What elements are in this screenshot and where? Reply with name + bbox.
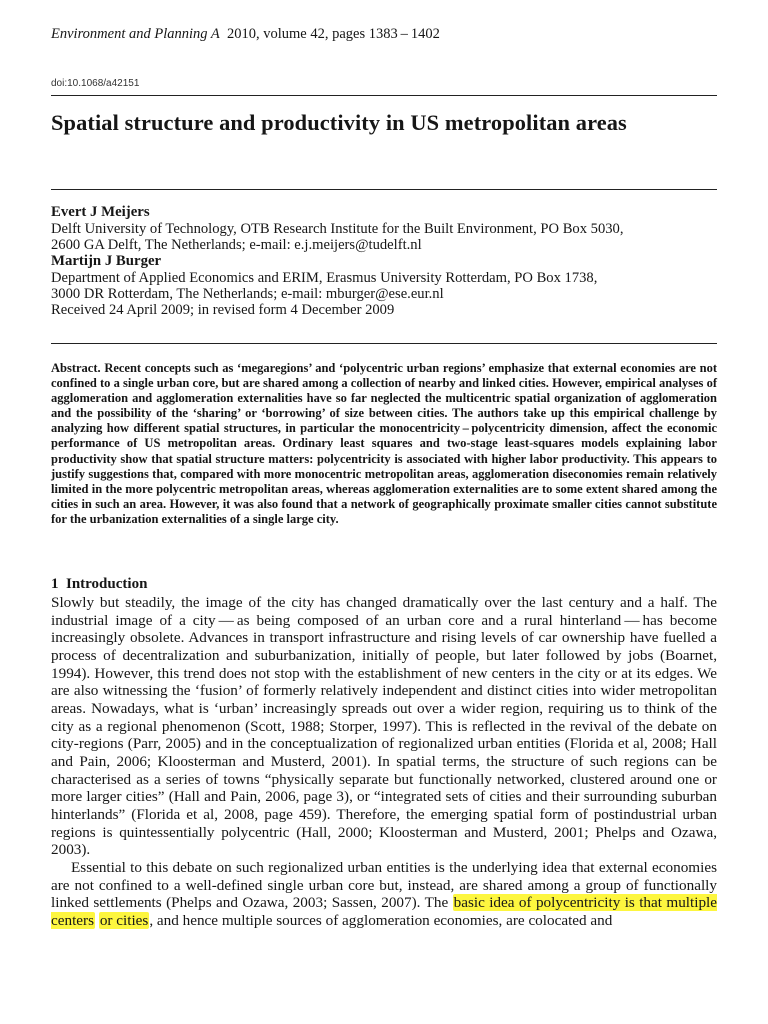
abstract-text: Recent concepts such as ‘megaregions’ and ‘polycentric urban regions’ emphasize that external economies are not confined to a single urban core, but are shared among a collection of nearby and linked cities. However, empirical analyses of agglomeration and agglomeration externalities have so far neglected the multicentric spatial organization of agglomeration and the possibility of the ‘sharing’ or ‘borrowing’ of size between cities. The authors take up this empirical challenge by analyzing how different spatial structures, in particular the monocentricity – polycentricity dimension, affect the economic performance of US metropolitan areas. Ordinary least squares and two-stage least-squares models explaining labor productivity show that spatial structure matters: polycentricity is associated with higher labor productivity. This appears to justify suggestions that, compared with more monocentric metropolitan areas, agglomeration diseconomies remain relatively limited in the more polycentric metropolitan areas, whereas agglomeration externalities are to some extent shared among the cities in such an area. However, it was also found that a network of geographically proximate smaller cities cannot substitute for the urbanization externalities of a single large city. bbox=[51, 361, 717, 526]
paper-title: Spatial structure and productivity in US metropolitan areas bbox=[51, 110, 627, 135]
affiliation-line: Department of Applied Economics and ERIM, Erasmus University Rotterdam, PO Box 1738, bbox=[51, 270, 598, 286]
body-text bbox=[51, 594, 717, 929]
highlighted-text[interactable]: or cities bbox=[99, 911, 149, 929]
abstract-rule bbox=[51, 343, 717, 344]
received-dates: Received 24 April 2009; in revised form 4 December 2009 bbox=[51, 302, 395, 318]
section-number: 1 bbox=[51, 576, 59, 592]
author-affiliation bbox=[51, 270, 717, 318]
paragraph-text: , and hence multiple sources of agglomeration economies, are colocated and bbox=[149, 911, 613, 929]
title-rule bbox=[51, 189, 717, 190]
journal-name: Environment and Planning A bbox=[51, 26, 220, 42]
paragraph-text: Essential to this debate on such regionalized urban entities is the underlying idea that external economies are not confined to a well-defined single urban core but, instead, are shared among a group of functionally linked settlements (Phelps and Ozawa, 2003; Sassen, 2007). The bbox=[51, 858, 717, 912]
paragraph: Slowly but steadily, the image of the city has changed dramatically over the last century and a half. The industrial image of a city — as being composed of an urban core and a rural hinterland — has become increasingly obsolete. Advances in transport infrastructure and rising levels of car ownership have fuelled a process of decentralization and suburbanization, initially of people, but later followed by jobs (Boarnet, 1994). However, this trend does not stop with the establishment of new centers in the city or at its edges. We are also witnessing the ‘fusion’ of formerly relatively independent and distinct cities into wider metropolitan areas. Nowadays, what is ‘urban’ increasingly spreads out over a wider region, requiring us to think of the city as a regional phenomenon (Scott, 1988; Storper, 1997). This is reflected in the revival of the debate on city-regions (Parr, 2005) and in the conceptualization of regionalized urban entities (Florida et al, 2008; Hall and Pain, 2006; Kloosterman and Musterd, 2001). In spatial terms, the structure of such regions can be characterised as a series of towns “physically separate but functionally networked, clustered around one or more larger cities” (Hall and Pain, 2006, page 3), or “integrated sets of cities and their surrounding suburban hinterlands” (Florida et al, 2008, page 459). Therefore, the emerging spatial form of postindustrial urban regions is quintessentially polycentric (Hall, 2000; Kloosterman and Musterd, 2001; Phelps and Ozawa, 2003). bbox=[51, 594, 717, 859]
journal-header bbox=[51, 26, 440, 43]
author-name: Evert J Meijers bbox=[51, 204, 150, 220]
affiliation-line: 2600 GA Delft, The Netherlands; e-mail: e.j.meijers@tudelft.nl bbox=[51, 237, 422, 253]
author-affiliation bbox=[51, 221, 717, 253]
author-name: Martijn J Burger bbox=[51, 253, 162, 269]
paragraph bbox=[51, 859, 717, 930]
affiliation-line: 3000 DR Rotterdam, The Netherlands; e-mail: mburger@ese.eur.nl bbox=[51, 286, 444, 302]
section-title: Introduction bbox=[66, 576, 148, 592]
section-heading bbox=[51, 576, 147, 593]
abstract-label: Abstract. bbox=[51, 361, 101, 375]
highlighted-text[interactable]: basic idea of polycentricity is that multiple centers bbox=[51, 894, 718, 929]
affiliation-line: Delft University of Technology, OTB Research Institute for the Built Environment, PO Box 5030, bbox=[51, 221, 624, 237]
doi-text: doi:10.1068/a42151 bbox=[51, 78, 140, 89]
journal-citation: 2010, volume 42, pages 1383 – 1402 bbox=[227, 26, 440, 42]
top-rule bbox=[51, 95, 717, 96]
abstract bbox=[51, 361, 717, 527]
